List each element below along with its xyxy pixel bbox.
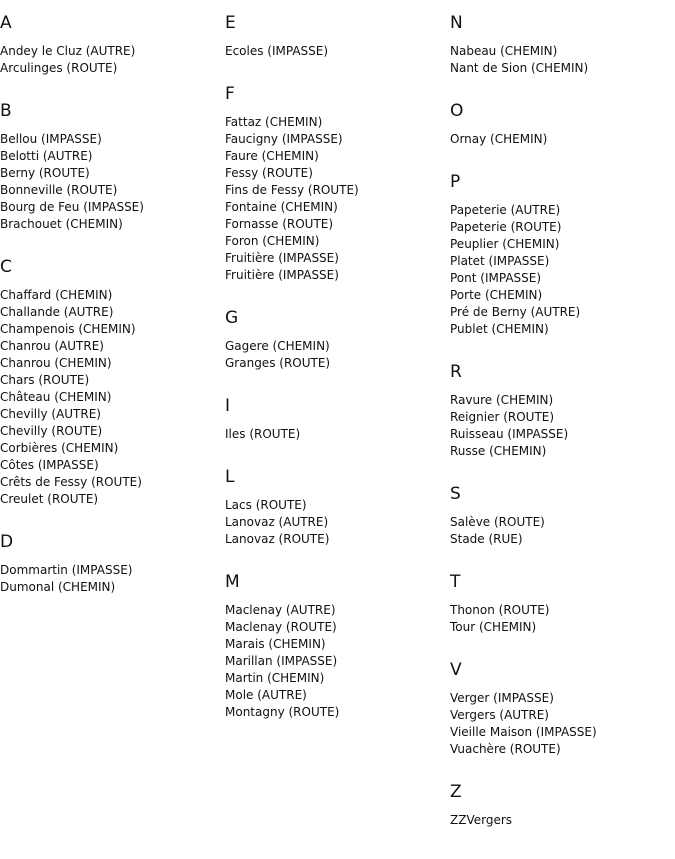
- street-entry: ZZVergers: [450, 813, 513, 827]
- street-entry: Arculinges (ROUTE): [0, 61, 118, 75]
- street-entry: Fins de Fessy (ROUTE): [225, 183, 359, 197]
- entry-list: [0, 562, 222, 596]
- letter-section-r: [450, 349, 672, 471]
- section-letter-heading: P: [450, 172, 461, 192]
- street-entry: Fruitière (IMPASSE): [225, 268, 339, 282]
- street-entry: Papeterie (AUTRE): [450, 203, 561, 217]
- street-entry: Martin (CHEMIN): [225, 671, 325, 685]
- street-entry: Nant de Sion (CHEMIN): [450, 61, 589, 75]
- section-spacer: [450, 148, 672, 159]
- street-entry: Côtes (IMPASSE): [0, 458, 99, 472]
- section-spacer: [225, 284, 447, 295]
- entry-list: [225, 602, 447, 721]
- street-entry: Iles (ROUTE): [225, 427, 301, 441]
- letter-section-d: [0, 519, 222, 607]
- letter-section-g: [225, 295, 447, 383]
- section-spacer: [225, 548, 447, 559]
- street-entry: Lanovaz (ROUTE): [225, 532, 330, 546]
- section-spacer: [450, 460, 672, 471]
- street-entry: Chanrou (CHEMIN): [0, 356, 112, 370]
- street-entry: Maclenay (AUTRE): [225, 603, 336, 617]
- entry-list: [450, 131, 672, 148]
- street-entry: Vergers (AUTRE): [450, 708, 549, 722]
- entry-list: [450, 602, 672, 636]
- street-entry: Chanrou (AUTRE): [0, 339, 104, 353]
- street-entry: Stade (RUE): [450, 532, 523, 546]
- street-entry: Fattaz (CHEMIN): [225, 115, 323, 129]
- section-spacer: [0, 233, 222, 244]
- street-entry: Russe (CHEMIN): [450, 444, 547, 458]
- street-entry: Nabeau (CHEMIN): [450, 44, 558, 58]
- section-spacer: [450, 77, 672, 88]
- street-entry: Marillan (IMPASSE): [225, 654, 338, 668]
- street-entry: Papeterie (ROUTE): [450, 220, 562, 234]
- letter-section-b: [0, 88, 222, 244]
- section-spacer: [225, 443, 447, 454]
- street-entry: Vieille Maison (IMPASSE): [450, 725, 597, 739]
- letter-section-o: [450, 88, 672, 159]
- letter-section-i: [225, 383, 447, 454]
- entry-list: [225, 338, 447, 372]
- letter-section-c: [0, 244, 222, 519]
- letter-section-s: [450, 471, 672, 559]
- letter-section-l: [225, 454, 447, 559]
- entry-list: [0, 43, 222, 77]
- street-entry: Fontaine (CHEMIN): [225, 200, 338, 214]
- entry-list: [450, 514, 672, 548]
- entry-list: [450, 392, 672, 460]
- section-letter-heading: D: [0, 532, 14, 552]
- section-spacer: [225, 372, 447, 383]
- letter-section-z: [450, 769, 672, 840]
- street-entry: Chevilly (ROUTE): [0, 424, 103, 438]
- street-entry: Ornay (CHEMIN): [450, 132, 548, 146]
- letter-section-f: [225, 71, 447, 295]
- street-entry: Crêts de Fessy (ROUTE): [0, 475, 142, 489]
- section-spacer: [450, 758, 672, 769]
- street-entry: Platet (IMPASSE): [450, 254, 550, 268]
- letter-section-n: [450, 0, 672, 88]
- street-entry: Creulet (ROUTE): [0, 492, 99, 506]
- street-entry: Publet (CHEMIN): [450, 322, 549, 336]
- street-entry: Chars (ROUTE): [0, 373, 90, 387]
- street-entry: Bourg de Feu (IMPASSE): [0, 200, 144, 214]
- street-entry: Bonneville (ROUTE): [0, 183, 118, 197]
- index-column-1: [0, 0, 222, 607]
- street-entry: Champenois (CHEMIN): [0, 322, 136, 336]
- street-entry: Peuplier (CHEMIN): [450, 237, 560, 251]
- street-entry: Ruisseau (IMPASSE): [450, 427, 569, 441]
- street-entry: Reignier (ROUTE): [450, 410, 555, 424]
- section-letter-heading: E: [225, 13, 236, 33]
- street-entry: Pont (IMPASSE): [450, 271, 542, 285]
- street-entry: Maclenay (ROUTE): [225, 620, 337, 634]
- section-letter-heading: T: [450, 572, 461, 592]
- index-column-2: [225, 0, 447, 732]
- street-entry: Challande (AUTRE): [0, 305, 114, 319]
- section-letter-heading: I: [225, 396, 231, 416]
- street-entry: Chevilly (AUTRE): [0, 407, 101, 421]
- street-entry: Mole (AUTRE): [225, 688, 307, 702]
- street-entry: Dumonal (CHEMIN): [0, 580, 116, 594]
- section-letter-heading: N: [450, 13, 463, 33]
- street-entry: Fessy (ROUTE): [225, 166, 313, 180]
- street-entry: Montagny (ROUTE): [225, 705, 340, 719]
- entry-list: [450, 690, 672, 758]
- section-letter-heading: G: [225, 308, 239, 328]
- letter-section-v: [450, 647, 672, 769]
- street-entry: Gagere (CHEMIN): [225, 339, 330, 353]
- section-letter-heading: Z: [450, 782, 462, 802]
- entry-list: [450, 43, 672, 77]
- section-spacer: [450, 338, 672, 349]
- entry-list: [450, 812, 672, 829]
- section-letter-heading: L: [225, 467, 235, 487]
- street-entry: Lanovaz (AUTRE): [225, 515, 329, 529]
- street-entry: Tour (CHEMIN): [450, 620, 537, 634]
- street-entry: Berny (ROUTE): [0, 166, 90, 180]
- street-entry: Salève (ROUTE): [450, 515, 545, 529]
- section-spacer: [225, 721, 447, 732]
- street-entry: Lacs (ROUTE): [225, 498, 307, 512]
- section-letter-heading: R: [450, 362, 462, 382]
- street-entry: Fruitière (IMPASSE): [225, 251, 339, 265]
- street-entry: Faure (CHEMIN): [225, 149, 319, 163]
- street-entry: Verger (IMPASSE): [450, 691, 554, 705]
- street-entry: Foron (CHEMIN): [225, 234, 320, 248]
- section-letter-heading: A: [0, 13, 12, 33]
- letter-section-e: [225, 0, 447, 71]
- street-entry: Faucigny (IMPASSE): [225, 132, 343, 146]
- entry-list: [0, 287, 222, 508]
- letter-section-t: [450, 559, 672, 647]
- section-spacer: [450, 829, 672, 840]
- entry-list: [225, 497, 447, 548]
- street-entry: Pré de Berny (AUTRE): [450, 305, 581, 319]
- street-entry: Thonon (ROUTE): [450, 603, 550, 617]
- street-entry: Brachouet (CHEMIN): [0, 217, 123, 231]
- section-spacer: [0, 508, 222, 519]
- street-entry: Fornasse (ROUTE): [225, 217, 334, 231]
- street-entry: Ecoles (IMPASSE): [225, 44, 329, 58]
- street-entry: Andey le Cluz (AUTRE): [0, 44, 136, 58]
- street-entry: Belotti (AUTRE): [0, 149, 93, 163]
- section-letter-heading: S: [450, 484, 461, 504]
- street-entry: Granges (ROUTE): [225, 356, 331, 370]
- section-spacer: [225, 60, 447, 71]
- street-entry: Vuachère (ROUTE): [450, 742, 561, 756]
- entry-list: [225, 114, 447, 284]
- street-entry: Chaffard (CHEMIN): [0, 288, 113, 302]
- section-letter-heading: O: [450, 101, 464, 121]
- street-entry: Marais (CHEMIN): [225, 637, 326, 651]
- section-letter-heading: B: [0, 101, 12, 121]
- section-spacer: [450, 636, 672, 647]
- street-entry: Dommartin (IMPASSE): [0, 563, 133, 577]
- index-column-3: [450, 0, 672, 840]
- entry-list: [450, 202, 672, 338]
- entry-list: [225, 426, 447, 443]
- street-entry: Corbières (CHEMIN): [0, 441, 119, 455]
- section-letter-heading: M: [225, 572, 240, 592]
- street-entry: Bellou (IMPASSE): [0, 132, 102, 146]
- section-letter-heading: C: [0, 257, 12, 277]
- letter-section-m: [225, 559, 447, 732]
- letter-section-a: [0, 0, 222, 88]
- section-letter-heading: V: [450, 660, 462, 680]
- street-entry: Château (CHEMIN): [0, 390, 112, 404]
- letter-section-p: [450, 159, 672, 349]
- street-entry: Ravure (CHEMIN): [450, 393, 554, 407]
- section-letter-heading: F: [225, 84, 235, 104]
- section-spacer: [0, 77, 222, 88]
- street-entry: Porte (CHEMIN): [450, 288, 543, 302]
- section-spacer: [0, 596, 222, 607]
- entry-list: [225, 43, 447, 60]
- entry-list: [0, 131, 222, 233]
- section-spacer: [450, 548, 672, 559]
